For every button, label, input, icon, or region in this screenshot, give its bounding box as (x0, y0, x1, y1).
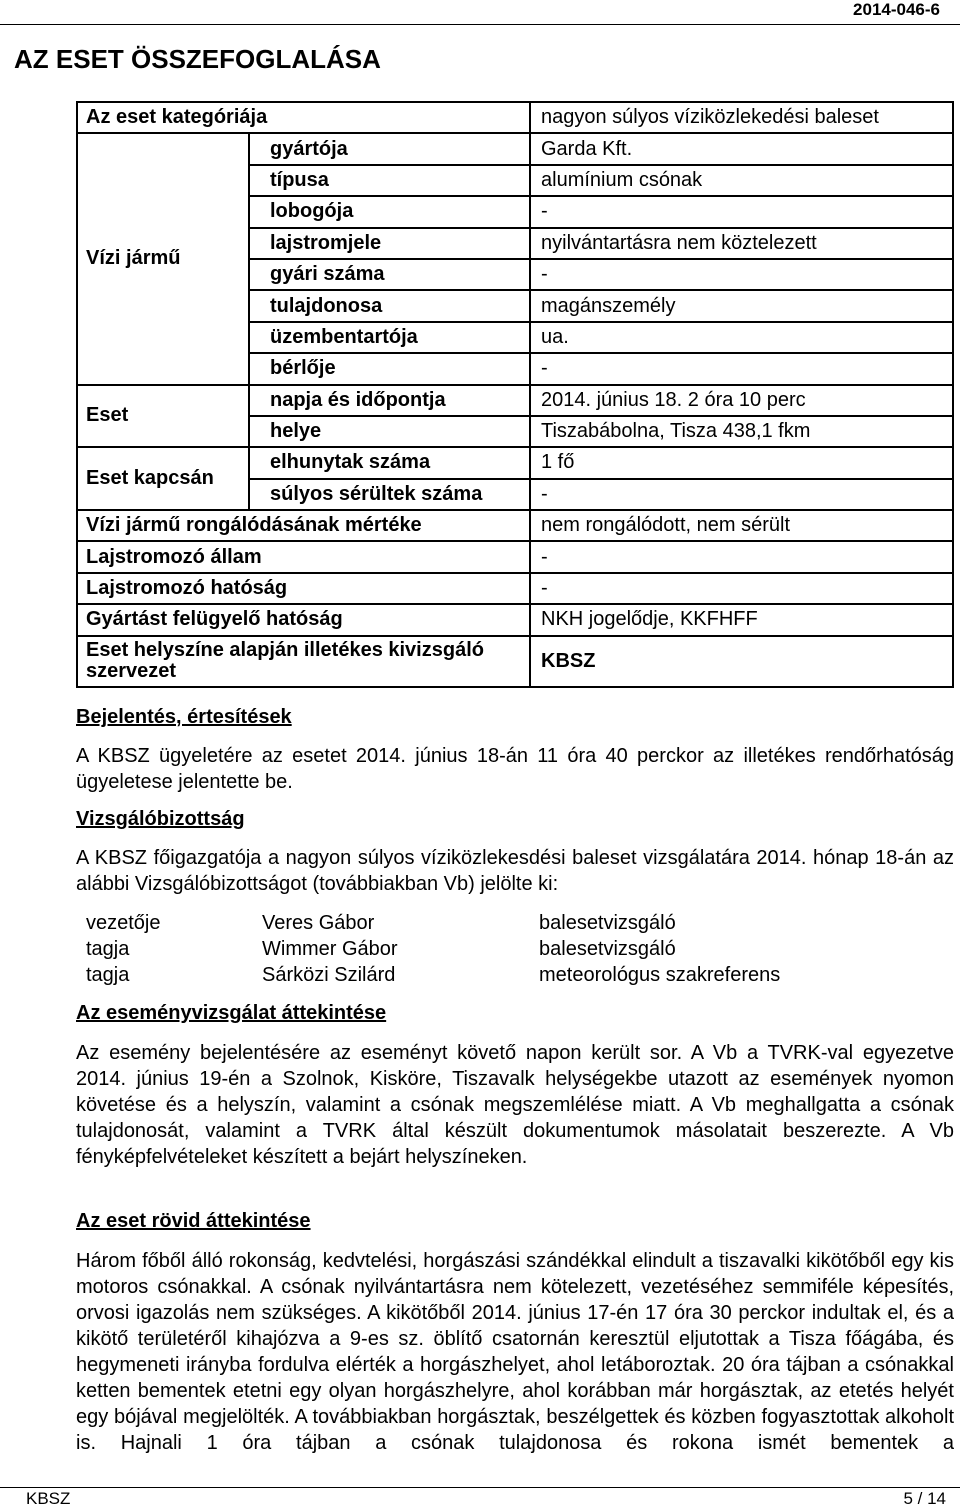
row-value: nyilvántartásra nem köztelezett (530, 228, 953, 259)
header-rule (0, 24, 960, 25)
row-value: nem rongálódott, nem sérült (530, 510, 953, 541)
row-label: üzembentartója (249, 322, 530, 353)
row-label: bérlője (249, 353, 530, 384)
row-value: KBSZ (530, 636, 953, 687)
row-label: típusa (249, 165, 530, 196)
row-label: lobogója (249, 196, 530, 227)
footer-page-number: 5 / 14 (903, 1489, 946, 1508)
member-row (86, 936, 780, 962)
row-label: tulajdonosa (249, 290, 530, 321)
row-label: Gyártást felügyelő hatóság (77, 604, 530, 635)
group-label: Eset (77, 385, 249, 448)
member-role: tagja (86, 938, 130, 960)
reports-section (76, 704, 954, 795)
row-value: - (530, 353, 953, 384)
table-row (77, 604, 953, 635)
row-value: ua. (530, 322, 953, 353)
row-label: Vízi jármű rongálódásának mértéke (77, 510, 530, 541)
row-value: - (530, 541, 953, 572)
row-label: napja és időpontja (249, 385, 530, 416)
row-value: - (530, 573, 953, 604)
row-value: 2014. június 18. 2 óra 10 perc (530, 385, 953, 416)
summary-heading: Az eset rövid áttekintése (76, 1210, 311, 1232)
table-row (77, 133, 953, 164)
overview-section (76, 1000, 954, 1170)
row-label: lajstromjele (249, 228, 530, 259)
committee-text: A KBSZ főigazgatója a nagyon súlyos víziközlekesdési baleset vizsgálatára 2014. hónap 18-án az alábbi Vizsgálóbizottságot (továbbiakban Vb) jelölte ki: (76, 847, 954, 895)
table-row (77, 385, 953, 416)
overview-text: Az esemény bejelentésére az eseményt követő napon került sor. A Vb a TVRK-val egyezetve 2014. június 19-én a Szolnok, Kisköre, Tiszavalk helységekbe utazott az események nyomon követése és a helyszín, valamint a csónak megszemlélése miatt. A Vb meghallgatta a csónak tulajdonosát, valamint a TVRK által készült dokumentumok másolatait beszerezte. A Vb fényképfelvételeket készített a bejárt helyszíneken. (76, 1042, 954, 1168)
table-row (77, 541, 953, 572)
page-title: AZ ESET ÖSSZEFOGLALÁSA (14, 44, 381, 74)
footer-rule (0, 1487, 960, 1488)
member-role: tagja (86, 964, 130, 986)
group-label: Eset kapcsán (77, 447, 249, 510)
member-role: vezetője (86, 912, 161, 934)
summary-section (76, 1208, 954, 1456)
reports-text: A KBSZ ügyeletére az esetet 2014. június 18-án 11 óra 40 perckor az illetékes rendőrhatóság ügyeletese jelentette be. (76, 745, 954, 793)
member-title: balesetvizsgáló (539, 912, 676, 934)
row-value: magánszemély (530, 290, 953, 321)
table-row (77, 510, 953, 541)
row-label: Eset helyszíne alapján illetékes kivizsgáló szervezet (77, 636, 530, 687)
row-value: Tiszabábolna, Tisza 438,1 fkm (530, 416, 953, 447)
summary-table (76, 101, 954, 688)
row-value: - (530, 259, 953, 290)
row-label: Lajstromozó hatóság (77, 573, 530, 604)
member-name: Wimmer Gábor (262, 938, 398, 960)
row-label: gyári száma (249, 259, 530, 290)
row-label: Lajstromozó állam (77, 541, 530, 572)
overview-heading: Az eseményvizsgálat áttekintése (76, 1002, 387, 1024)
row-label: súlyos sérültek száma (249, 479, 530, 510)
reports-heading: Bejelentés, értesítések (76, 706, 292, 728)
row-label: elhunytak száma (249, 447, 530, 478)
member-title: meteorológus szakreferens (539, 964, 781, 986)
row-label: helye (249, 416, 530, 447)
member-name: Veres Gábor (262, 912, 375, 934)
row-value: - (530, 479, 953, 510)
group-label: Vízi jármű (77, 133, 249, 384)
member-row (86, 962, 780, 988)
row-label: gyártója (249, 133, 530, 164)
table-row (77, 447, 953, 478)
member-title: balesetvizsgáló (539, 938, 676, 960)
committee-section (76, 806, 954, 897)
doc-id: 2014-046-6 (853, 0, 940, 19)
summary-text: Három főből álló rokonság, kedvtelési, horgászási szándékkal elindult a tiszavalki kikötőből egy kis motoros csónakkal. A csónak nyilvántartásra nem kötelezett, vezetéséhez semmiféle képesítés, orvosi igazolás nem szükséges. A kikötőből 2014. június 17-én 17 óra 30 perckor indultak el, és a kikötő területéről kihajózva a 9-es sz. öblítő csatornán keresztül eljutottak a Tisza főágába, és hegymeneti irányba fordulva elérték a horgászhelyet, ahol letáboroztak. 20 óra tájban a csónakkal ketten bementek etetni egy olyan horgászhelyre, ahol korábban már horgásztak, az etetés helyét egy bójával megjelölték. A továbbiakban horgásztak, beszélgettek és közben fogyasztottak alkoholt is. Hajnali 1 óra tájban a csónak tulajdonosa és rokona ismét bementek a (76, 1250, 954, 1454)
row-value: 1 fő (530, 447, 953, 478)
row-value: nagyon súlyos víziközlekedési baleset (530, 102, 953, 133)
table-row (77, 573, 953, 604)
row-label: Az eset kategóriája (77, 102, 530, 133)
table-row (77, 102, 953, 133)
footer-org: KBSZ (26, 1489, 71, 1508)
row-value: NKH jogelődje, KKFHFF (530, 604, 953, 635)
committee-heading: Vizsgálóbizottság (76, 808, 245, 830)
row-value: - (530, 196, 953, 227)
member-row (86, 910, 780, 936)
member-name: Sárközi Szilárd (262, 964, 396, 986)
table-row (77, 636, 953, 687)
committee-members (86, 910, 780, 988)
row-value: Garda Kft. (530, 133, 953, 164)
row-value: alumínium csónak (530, 165, 953, 196)
